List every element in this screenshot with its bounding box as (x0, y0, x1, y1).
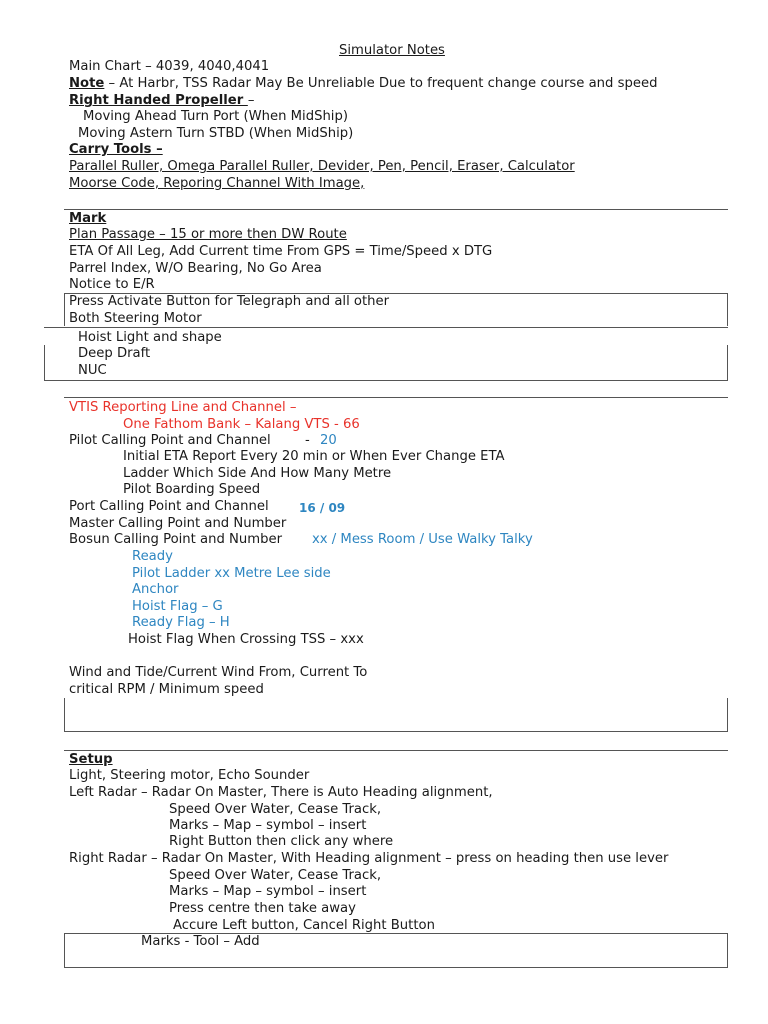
section-divider (64, 397, 728, 398)
section-divider (64, 209, 728, 210)
tss-flag-line: Hoist Flag When Crossing TSS – xxx (128, 632, 364, 647)
pilot-calling-dash: - (305, 433, 310, 448)
initial-eta-line: Initial ETA Report Every 20 min or When Ever Change ETA (123, 449, 505, 464)
hoist-light-line: Hoist Light and shape (78, 330, 222, 345)
accure-line: Accure Left button, Cancel Right Button (173, 918, 435, 933)
tools-line-2: Moorse Code, Reporing Channel With Image, (69, 176, 365, 191)
right-radar-line: Right Radar – Radar On Master, With Heading alignment – press on heading then use lever (69, 851, 669, 866)
pilot-channel-value: 20 (320, 433, 337, 448)
marks-tool-line: Marks - Tool – Add (141, 934, 260, 949)
bosun-value: xx / Mess Room / Use Walky Talky (312, 532, 533, 547)
mark-heading: Mark (69, 211, 107, 226)
left-right-button-line: Right Button then click any where (169, 834, 394, 849)
hoist-flag-line: Hoist Flag – G (132, 599, 223, 614)
box-left-border (64, 698, 65, 731)
right-marks-line: Marks – Map – symbol – insert (169, 884, 367, 899)
eta-line: ETA Of All Leg, Add Current time From GPS = Time/Speed x DTG (69, 244, 493, 259)
ready-flag-line: Ready Flag – H (132, 615, 230, 630)
section-divider (64, 750, 728, 751)
left-marks-line: Marks – Map – symbol – insert (169, 818, 367, 833)
vtis-reporting-line: VTIS Reporting Line and Channel – (69, 400, 297, 415)
note-label: Note (69, 76, 105, 91)
plan-passage-line: Plan Passage – 15 or more then DW Route (69, 227, 347, 242)
box-right-border (727, 293, 728, 326)
box-bottom-border (64, 967, 728, 968)
carry-tools-heading: Carry Tools – (69, 142, 163, 157)
port-calling-line: Port Calling Point and Channel (69, 499, 269, 514)
wind-tide-line: Wind and Tide/Current Wind From, Current To (69, 665, 368, 680)
nuc-line: NUC (78, 363, 107, 378)
setup-heading: Setup (69, 752, 113, 767)
box-bottom-border (44, 380, 728, 381)
propeller-label: Right Handed Propeller (69, 93, 248, 108)
critical-rpm-line: critical RPM / Minimum speed (69, 682, 264, 697)
note-line (69, 76, 657, 92)
tools-line-1: Parallel Ruller, Omega Parallel Ruller, Devider, Pen, Pencil, Eraser, Calculator (69, 159, 575, 174)
notice-line: Notice to E/R (69, 277, 155, 292)
box-bottom-border (64, 731, 728, 732)
parrel-index-line: Parrel Index, W/O Bearing, No Go Area (69, 261, 322, 276)
press-activate-line: Press Activate Button for Telegraph and all other (69, 294, 390, 309)
bosun-calling-line: Bosun Calling Point and Number (69, 532, 283, 547)
setup-light-line: Light, Steering motor, Echo Sounder (69, 768, 310, 783)
propeller-dash: – (247, 93, 255, 108)
box-right-border (727, 698, 728, 731)
moving-astern-line: Moving Astern Turn STBD (When MidShip) (78, 126, 354, 141)
left-speed-line: Speed Over Water, Cease Track, (169, 802, 382, 817)
fathom-bank-line: One Fathom Bank – Kalang VTS - 66 (123, 417, 360, 432)
box-right-border (727, 345, 728, 380)
pilot-ladder-line: Pilot Ladder xx Metre Lee side (132, 566, 331, 581)
deep-draft-line: Deep Draft (78, 346, 151, 361)
note-text: – At Harbr, TSS Radar May Be Unreliable Due to frequent change course and speed (104, 76, 658, 91)
box-bottom-border (44, 327, 728, 328)
right-speed-line: Speed Over Water, Cease Track, (169, 868, 382, 883)
moving-ahead-line: Moving Ahead Turn Port (When MidShip) (83, 109, 348, 124)
main-chart-line: Main Chart – 4039, 4040,4041 (69, 59, 270, 74)
master-calling-line: Master Calling Point and Number (69, 516, 287, 531)
box-left-border (44, 345, 45, 380)
port-channel-value: 16 / 09 (299, 501, 346, 515)
box-right-border (727, 933, 728, 967)
page-title: Simulator Notes (339, 43, 445, 58)
boarding-speed-line: Pilot Boarding Speed (123, 482, 261, 497)
box-left-border (64, 933, 65, 967)
ready-line: Ready (132, 549, 173, 564)
steering-motor-line: Both Steering Motor (69, 311, 202, 326)
anchor-line: Anchor (132, 582, 179, 597)
ladder-line: Ladder Which Side And How Many Metre (123, 466, 392, 481)
left-radar-line: Left Radar – Radar On Master, There is Auto Heading alignment, (69, 785, 493, 800)
box-left-border (64, 293, 65, 326)
press-centre-line: Press centre then take away (169, 901, 356, 916)
propeller-heading (69, 93, 254, 109)
pilot-calling-line: Pilot Calling Point and Channel (69, 433, 271, 448)
